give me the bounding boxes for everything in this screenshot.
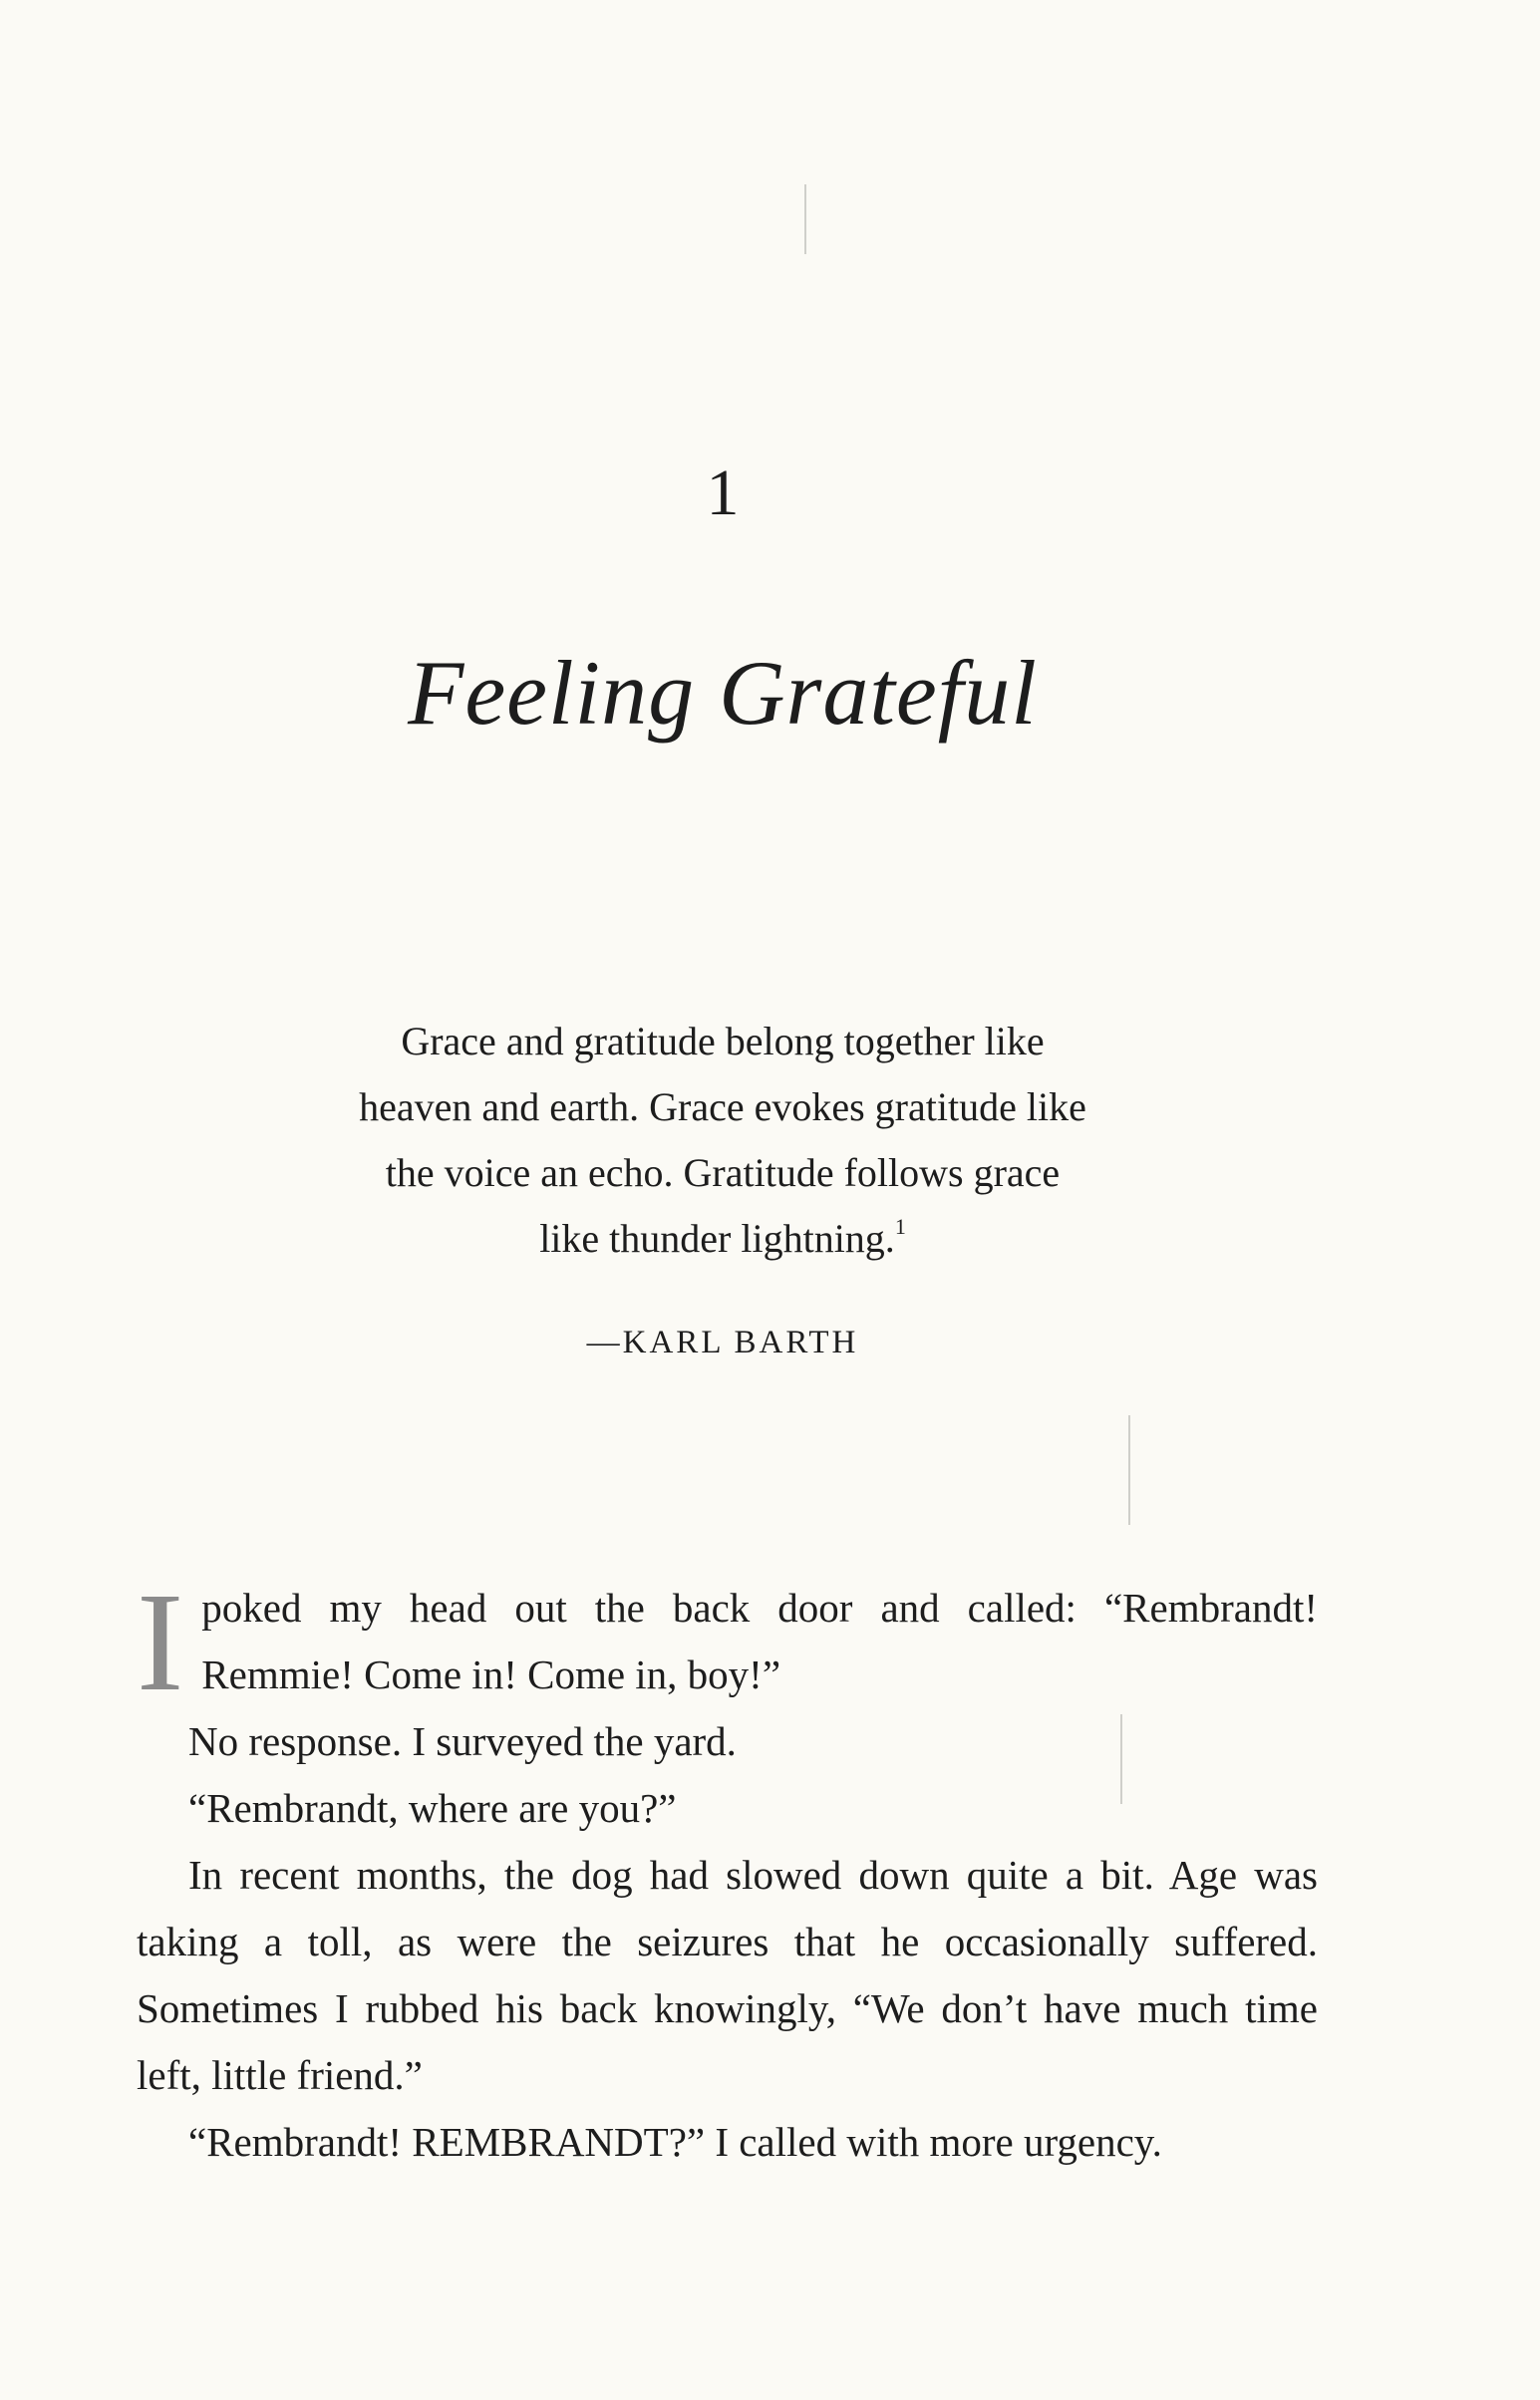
- epigraph-line: the voice an echo. Gratitude follows grace: [385, 1150, 1061, 1195]
- drop-cap: I: [137, 1563, 184, 1720]
- epigraph-line: Grace and gratitude belong together like: [401, 1019, 1045, 1063]
- epigraph: [0, 1009, 1445, 1272]
- epigraph-line-text: like thunder lightning.: [539, 1216, 895, 1261]
- body-text: [137, 1563, 1318, 2176]
- chapter-number: 1: [706, 456, 740, 529]
- paragraph: No response. I surveyed the yard.: [188, 1718, 737, 1764]
- scan-speck: [1128, 1415, 1130, 1525]
- paragraph: In recent months, the dog had slowed down quite a bit. Age was taking a toll, as were the seizures that he occasionally suffered. Sometimes I rubbed his back knowingly, “We don’t have much time left, little friend.”: [137, 1852, 1318, 2098]
- paragraph: “Rembrandt! REMBRANDT?” I called with more urgency.: [188, 2119, 1162, 2165]
- paragraph: [137, 1563, 1318, 1720]
- paragraph: “Rembrandt, where are you?”: [188, 1785, 677, 1831]
- paragraph-text: poked my head out the back door and called: “Rembrandt! Remmie! Come in! Come in, boy!”: [201, 1585, 1318, 1697]
- epigraph-line: heaven and earth. Grace evokes gratitude like: [359, 1084, 1086, 1129]
- footnote-marker: 1: [894, 1214, 906, 1239]
- scan-speck: [804, 184, 806, 254]
- epigraph-line-last: [0, 1206, 1445, 1272]
- epigraph-attribution: —KARL BARTH: [586, 1325, 859, 1360]
- chapter-title: Feeling Grateful: [408, 642, 1038, 744]
